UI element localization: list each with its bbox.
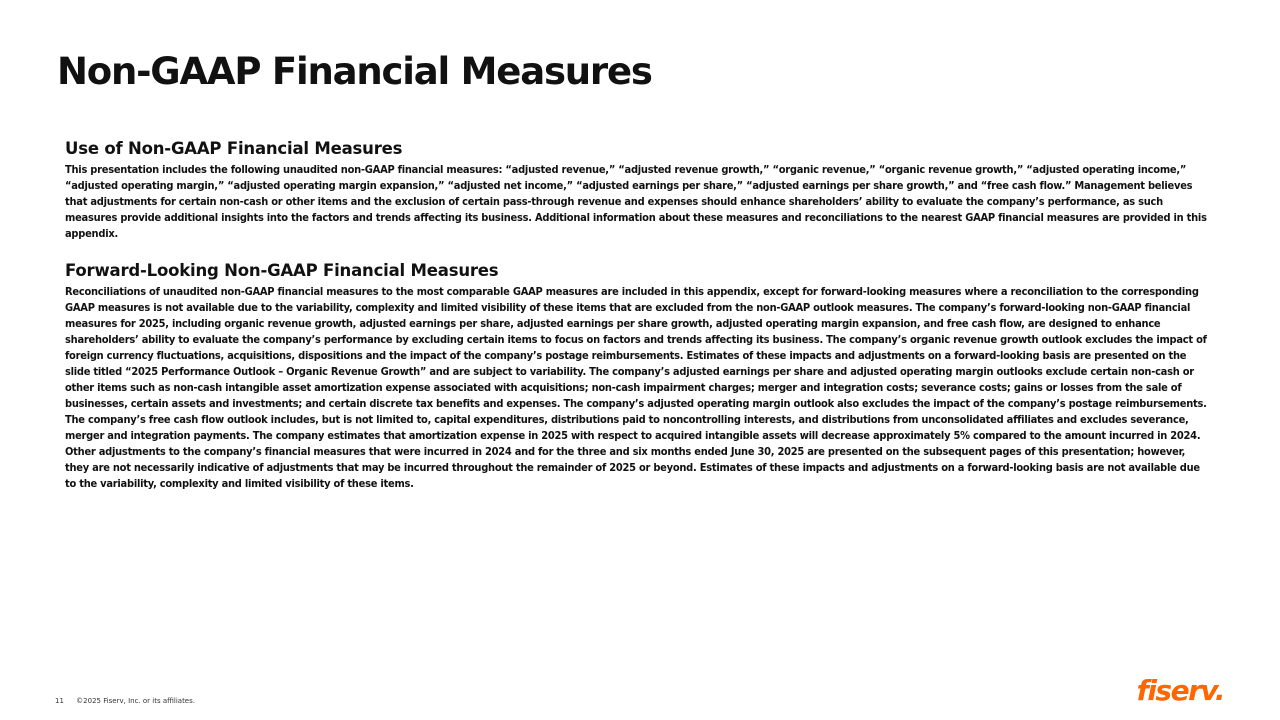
section-body: This presentation includes the following unaudited non-GAAP financial measures: “adjusted revenue,” “adjusted revenue growth,” “organic revenue,” “organic revenue growth,” “adjusted operating income,” “adjusted operating margin,” “adjusted operating margin expansion,” “adjusted net income,” “adjusted earnings per share,” “adjusted earnings per share growth,” and “free cash flow.” Management believes that adjustments for certain non-cash or other items and the exclusion of certain pass-through revenue and expenses should enhance shareholders’ ability to evaluate the company’s performance, as such measures provide additional insights into the factors and trends affecting its business. Additional information about these measures and reconciliations to the nearest GAAP financial measures are provided in this appendix. <box>65 163 1207 240</box>
footer <box>55 697 195 705</box>
section-forward-looking <box>65 261 1207 492</box>
fiserv-logo: fiserv. <box>1136 674 1224 707</box>
section-body: Reconciliations of unaudited non-GAAP financial measures to the most comparable GAAP measures are included in this appendix, except for forward-looking measures where a reconciliation to the corresponding GAAP measures is not available due to the variability, complexity and limited visibility of these items that are excluded from the non-GAAP outlook measures. The company’s forward-looking non-GAAP financial measures for 2025, including organic revenue growth, adjusted earnings per share, adjusted earnings per share growth, adjusted operating margin expansion, and free cash flow, are designed to enhance shareholders’ ability to evaluate the company’s performance by excluding certain items to focus on factors and trends affecting its business. The company’s organic revenue growth outlook excludes the impact of foreign currency fluctuations, acquisitions, dispositions and the impact of the company’s postage reimbursements. Estimates of these impacts and adjustments on a forward-looking basis are presented on the slide titled “2025 Performance Outlook – Organic Revenue Growth” and are subject to variability. The company’s adjusted earnings per share and adjusted operating margin outlooks exclude certain non-cash or other items such as non-cash intangible asset amortization expense associated with acquisitions; non-cash impairment charges; merger and integration costs; severance costs; gains or losses from the sale of businesses, certain assets and investments; and certain discrete tax benefits and expenses. The company’s adjusted operating margin outlook also excludes the impact of the company’s postage reimbursements. The company’s free cash flow outlook includes, but is not limited to, capital expenditures, distributions paid to noncontrolling interests, and distributions from unconsolidated affiliates and excludes severance, merger and integration payments. The company estimates that amortization expense in 2025 with respect to acquired intangible assets will decrease approximately 5% compared to the amount incurred in 2024. Other adjustments to the company’s financial measures that were incurred in 2024 and for the three and six months ended June 30, 2025 are presented on the subsequent pages of this presentation; however, they are not necessarily indicative of adjustments that may be incurred throughout the remainder of 2025 or beyond. Estimates of these impacts and adjustments on a forward-looking basis are not available due to the variability, complexity and limited visibility of these items. <box>65 285 1207 490</box>
section-heading: Use of Non-GAAP Financial Measures <box>65 139 403 158</box>
section-heading: Forward-Looking Non-GAAP Financial Measures <box>65 261 499 280</box>
slide-title: Non-GAAP Financial Measures <box>57 50 652 93</box>
section-use-of-non-gaap <box>65 139 1207 242</box>
copyright-notice: ©2025 Fiserv, Inc. or its affiliates. <box>76 697 195 705</box>
page-number: 11 <box>55 697 64 705</box>
